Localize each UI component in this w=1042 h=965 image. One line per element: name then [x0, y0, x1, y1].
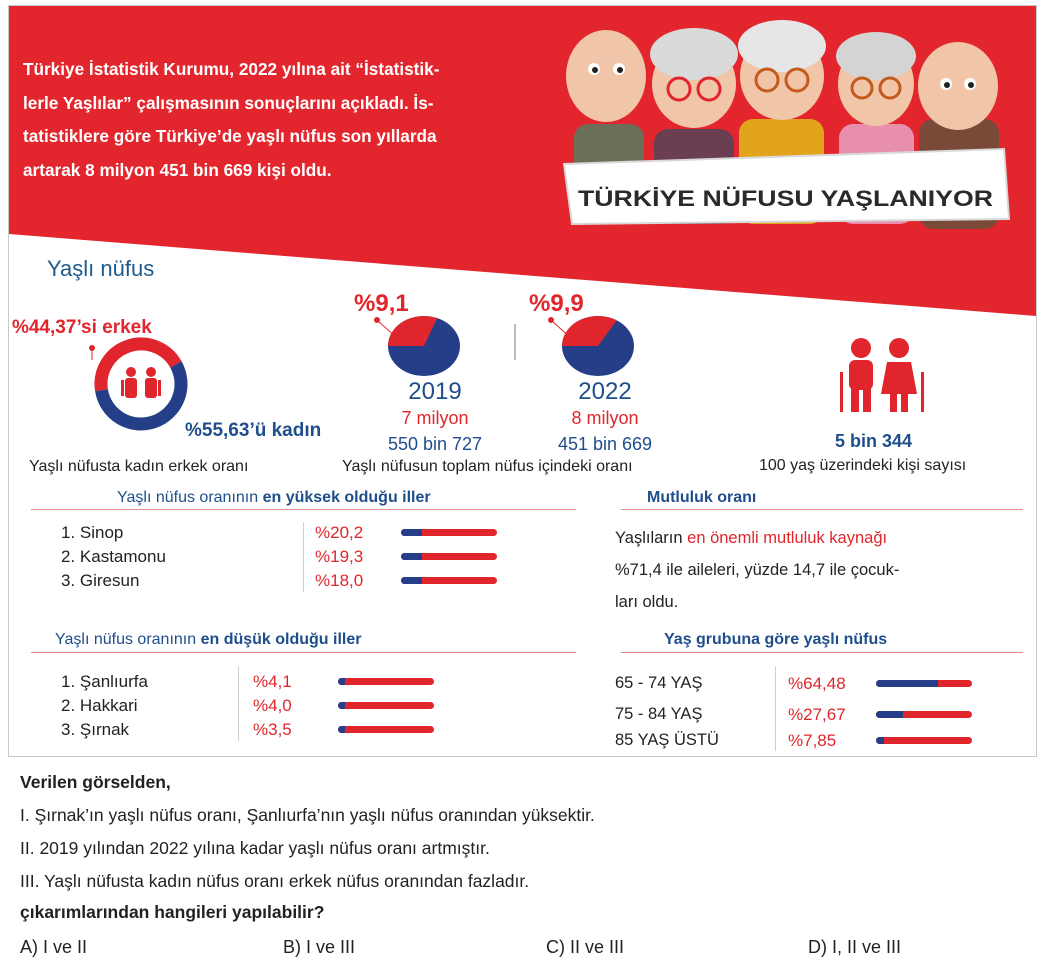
intro-line: Türkiye İstatistik Kurumu, 2022 yılına ait “İstatistik- — [23, 59, 440, 79]
lowest-divider — [238, 666, 239, 741]
male-share-label: %44,37’si erkek — [12, 317, 152, 338]
highest-title-pre: Yaşlı nüfus oranının — [117, 489, 263, 506]
infographic — [8, 5, 1037, 757]
year-2019: 2019 — [408, 378, 462, 405]
age-row-pct: %7,85 — [788, 731, 837, 750]
female-arc — [101, 364, 181, 424]
highest-row-pct: %19,3 — [315, 547, 364, 566]
age-groups-divider — [775, 666, 776, 751]
centenarian-caption: 100 yaş üzerindeki kişi sayısı — [759, 457, 967, 474]
lowest-title-bold: en düşük olduğu iller — [200, 631, 362, 648]
gender-caption: Yaşlı nüfusta kadın erkek oranı — [29, 458, 249, 475]
statement-3: III. Yaşlı nüfusta kadın nüfus oranı erkek nüfus oranından fazladır. — [20, 871, 530, 891]
value-bar-fill — [401, 553, 422, 560]
share-2019-line1: 7 milyon — [401, 408, 469, 428]
lowest-rule — [31, 652, 576, 653]
section-title: Yaşlı nüfus — [47, 256, 155, 281]
value-bar-fill — [401, 529, 422, 536]
value-bar — [401, 529, 497, 536]
age-row-label: 65 - 74 YAŞ — [615, 674, 703, 692]
option-a[interactable]: A) I ve II — [20, 937, 88, 957]
age-groups-rule — [621, 652, 1023, 653]
value-bar — [338, 702, 434, 709]
happiness-line1-red: en önemli mutluluk kaynağı — [687, 529, 888, 547]
highest-row-label: 2. Kastamonu — [61, 547, 166, 566]
lowest-title — [55, 631, 361, 649]
highest-title-bold: en yüksek olduğu iller — [262, 489, 431, 506]
happiness-line1 — [615, 529, 887, 548]
share-2022-pct: %9,9 — [529, 290, 584, 317]
lowest-row-label: 1. Şanlıurfa — [61, 672, 148, 691]
value-bar-fill — [876, 737, 884, 744]
lowest-row-pct: %4,0 — [253, 696, 292, 715]
option-c[interactable]: C) II ve III — [546, 937, 625, 957]
statement-1: I. Şırnak’ın yaşlı nüfus oranı, Şanlıurfa’nın yaşlı nüfus oranından yüksektir. — [20, 805, 595, 825]
happiness-line2: %71,4 ile aileleri, yüzde 14,7 ile çocuk- — [615, 561, 900, 579]
statement-2: II. 2019 yılından 2022 yılına kadar yaşlı nüfus oranı artmıştır. — [20, 838, 490, 858]
question-stem: Verilen görselden, — [20, 772, 171, 792]
highest-row-label: 1. Sinop — [61, 523, 124, 542]
value-bar — [876, 680, 972, 687]
value-bar-fill — [338, 702, 345, 709]
share-2022-line2: 451 bin 669 — [557, 434, 653, 454]
value-bar-fill — [876, 711, 903, 718]
highest-rule — [31, 509, 576, 510]
elderly-couple-icon — [835, 336, 931, 414]
value-bar — [338, 726, 434, 733]
lowest-row-pct: %4,1 — [253, 672, 292, 691]
age-row-pct: %27,67 — [788, 705, 846, 724]
highest-row-pct: %18,0 — [315, 571, 364, 590]
value-bar — [338, 678, 434, 685]
highest-title — [117, 489, 431, 507]
highest-row-pct: %20,2 — [315, 523, 364, 542]
value-bar-fill — [338, 726, 345, 733]
value-bar — [401, 577, 497, 584]
lowest-title-pre: Yaşlı nüfus oranının — [55, 631, 201, 648]
value-bar-fill — [401, 577, 422, 584]
intro-line: lerle Yaşlılar” çalışmasının sonuçlarını açıkladı. İs- — [23, 92, 434, 113]
happiness-title: Mutluluk oranı — [647, 489, 757, 506]
age-row-label: 75 - 84 YAŞ — [615, 705, 703, 723]
centenarian-count: 5 bin 344 — [835, 431, 913, 451]
male-arc — [101, 344, 176, 390]
intro-text — [23, 53, 533, 187]
age-row-label: 85 YAŞ ÜSTÜ — [615, 731, 719, 749]
option-b[interactable]: B) I ve III — [283, 937, 356, 957]
share-2019-line2: 550 bin 727 — [387, 434, 483, 454]
happiness-line1-pre: Yaşlıların — [615, 529, 688, 547]
pie-2022 — [543, 312, 653, 378]
female-share-label: %55,63’ü kadın — [185, 420, 322, 441]
highest-row-label: 3. Giresun — [61, 571, 140, 590]
option-d[interactable]: D) I, II ve III — [808, 937, 902, 957]
year-2022: 2022 — [578, 378, 632, 405]
happiness-line3: ları oldu. — [615, 593, 679, 611]
value-bar — [401, 553, 497, 560]
share-2022-line1: 8 milyon — [571, 408, 639, 428]
value-bar — [876, 711, 972, 718]
intro-line: tatistiklere göre Türkiye’de yaşlı nüfus son yıllarda — [23, 126, 437, 146]
divider — [514, 324, 516, 360]
intro-line: artarak 8 milyon 451 bin 669 kişi oldu. — [23, 159, 332, 180]
happiness-rule — [621, 509, 1023, 510]
highest-divider — [303, 522, 304, 592]
banner-text: TÜRKİYE NÜFUSU YAŞLANIYOR — [578, 186, 994, 211]
elderly-people-illustration — [544, 14, 1014, 244]
lowest-row-label: 2. Hakkari — [61, 696, 138, 715]
lowest-row-label: 3. Şırnak — [61, 720, 130, 739]
lowest-row-pct: %3,5 — [253, 720, 292, 739]
value-bar-fill — [338, 678, 345, 685]
share-2019-pct: %9,1 — [354, 290, 409, 317]
pie-2019 — [369, 312, 479, 378]
value-bar — [876, 737, 972, 744]
age-row-pct: %64,48 — [788, 674, 846, 693]
value-bar-fill — [876, 680, 938, 687]
question-ask: çıkarımlarından hangileri yapılabilir? — [20, 902, 325, 922]
share-caption: Yaşlı nüfusun toplam nüfus içindeki oranı — [342, 458, 633, 475]
age-groups-title: Yaş grubuna göre yaşlı nüfus — [664, 631, 888, 648]
